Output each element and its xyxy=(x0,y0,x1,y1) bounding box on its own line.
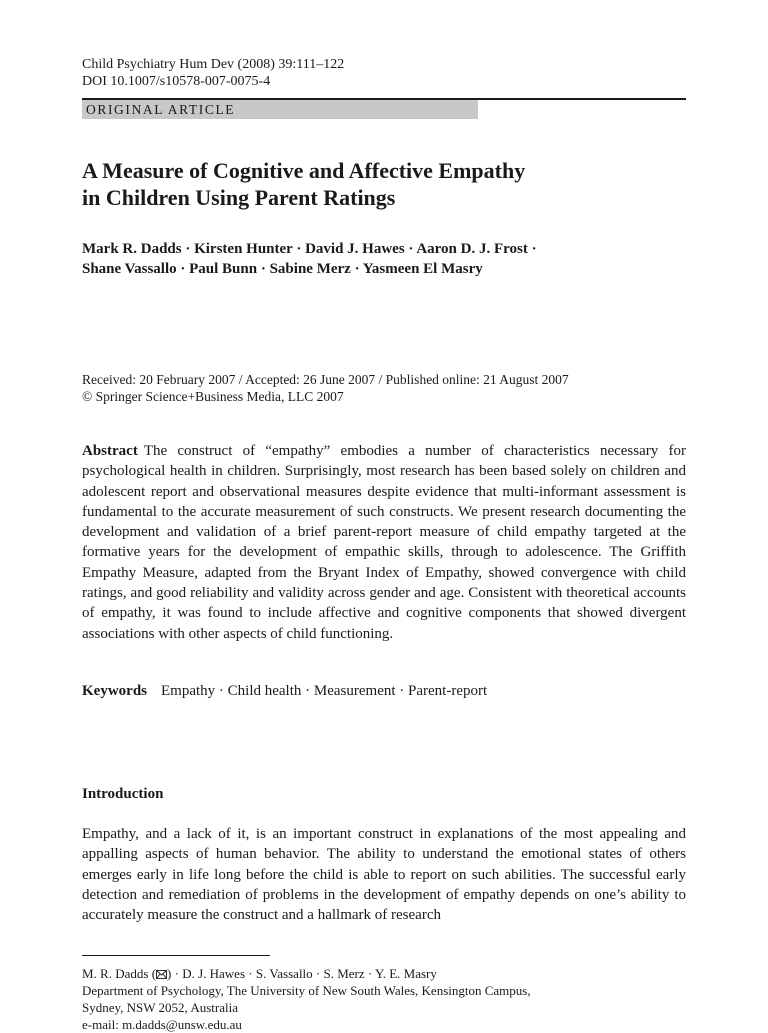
envelope-icon xyxy=(156,970,167,979)
footnote-corresponding-author: M. R. Dadds ( xyxy=(82,966,157,981)
article-type: ORIGINAL ARTICLE xyxy=(86,102,236,117)
keywords xyxy=(82,681,686,701)
article-title-line-2: in Children Using Parent Ratings xyxy=(82,184,396,210)
journal-doi: DOI 10.1007/s10578-007-0075-4 xyxy=(82,74,271,89)
abstract-text: The construct of “empathy” embodies a number of characteristics necessary for psychological health in children. Surprisingly, most research has been based solely on children and adolescent report and observational measures despite evidence that multi-informant assessment is fundamental to the accurate measurement of such constructs. We present research documenting the development and validation of a brief parent-report measure of child empathy targeted at the formative years for the development of empathic skills, through to adolescence. The Griffith Empathy Measure, adapted from the Bryant Index of Empathy, showed convergence with child ratings, and good reliability and validity across gender and age. Consistent with theoretical accounts of empathy, it was found to include affective and cognitive components that showed divergent associations with other aspects of child functioning. xyxy=(82,443,686,642)
keywords-text: Empathy · Child health · Measurement · Parent-report xyxy=(161,683,488,699)
copyright-notice: © Springer Science+Business Media, LLC 2007 xyxy=(82,389,344,404)
publication-dates xyxy=(82,371,569,405)
article-title xyxy=(82,158,686,211)
section-heading-introduction: Introduction xyxy=(82,786,164,802)
introduction-text: Empathy, and a lack of it, is an important construct in explanations of the most appealing and appalling aspects of human behavior. The ability to understand the emotional states of others emerges early in life long before the child is able to report on such abilities. The successful early detection and remediation of problems in the development of empathy depends on one’s ability to accurately measure the construct and a hallmark of research xyxy=(82,826,686,924)
footnote-coauthors: ) · D. J. Hawes · S. Vassallo · S. Merz · Y. E. Masry xyxy=(167,966,437,981)
author-list xyxy=(82,239,686,279)
keywords-label: Keywords xyxy=(82,683,147,699)
article-title-line-1: A Measure of Cognitive and Affective Empathy xyxy=(82,158,526,183)
footnote-address: Sydney, NSW 2052, Australia xyxy=(82,1000,238,1015)
footnote-rule xyxy=(82,955,270,956)
journal-reference xyxy=(82,56,344,90)
received-accepted-published: Received: 20 February 2007 / Accepted: 26 June 2007 / Published online: 21 August 2007 xyxy=(82,372,569,387)
abstract xyxy=(82,441,686,644)
author-line-1: Mark R. Dadds · Kirsten Hunter · David J. Hawes · Aaron D. J. Frost · xyxy=(82,241,537,257)
abstract-label: Abstract xyxy=(82,443,138,459)
footnote-department: Department of Psychology, The University of New South Wales, Kensington Campus, xyxy=(82,983,531,998)
author-line-2: Shane Vassallo · Paul Bunn · Sabine Merz · Yasmeen El Masry xyxy=(82,261,483,277)
footnote-authors xyxy=(82,965,686,982)
author-footnote xyxy=(82,965,686,1033)
paper-page xyxy=(82,0,686,1032)
journal-citation: Child Psychiatry Hum Dev (2008) 39:111–122 xyxy=(82,57,345,72)
footnote-email: e-mail: m.dadds@unsw.edu.au xyxy=(82,1017,242,1032)
